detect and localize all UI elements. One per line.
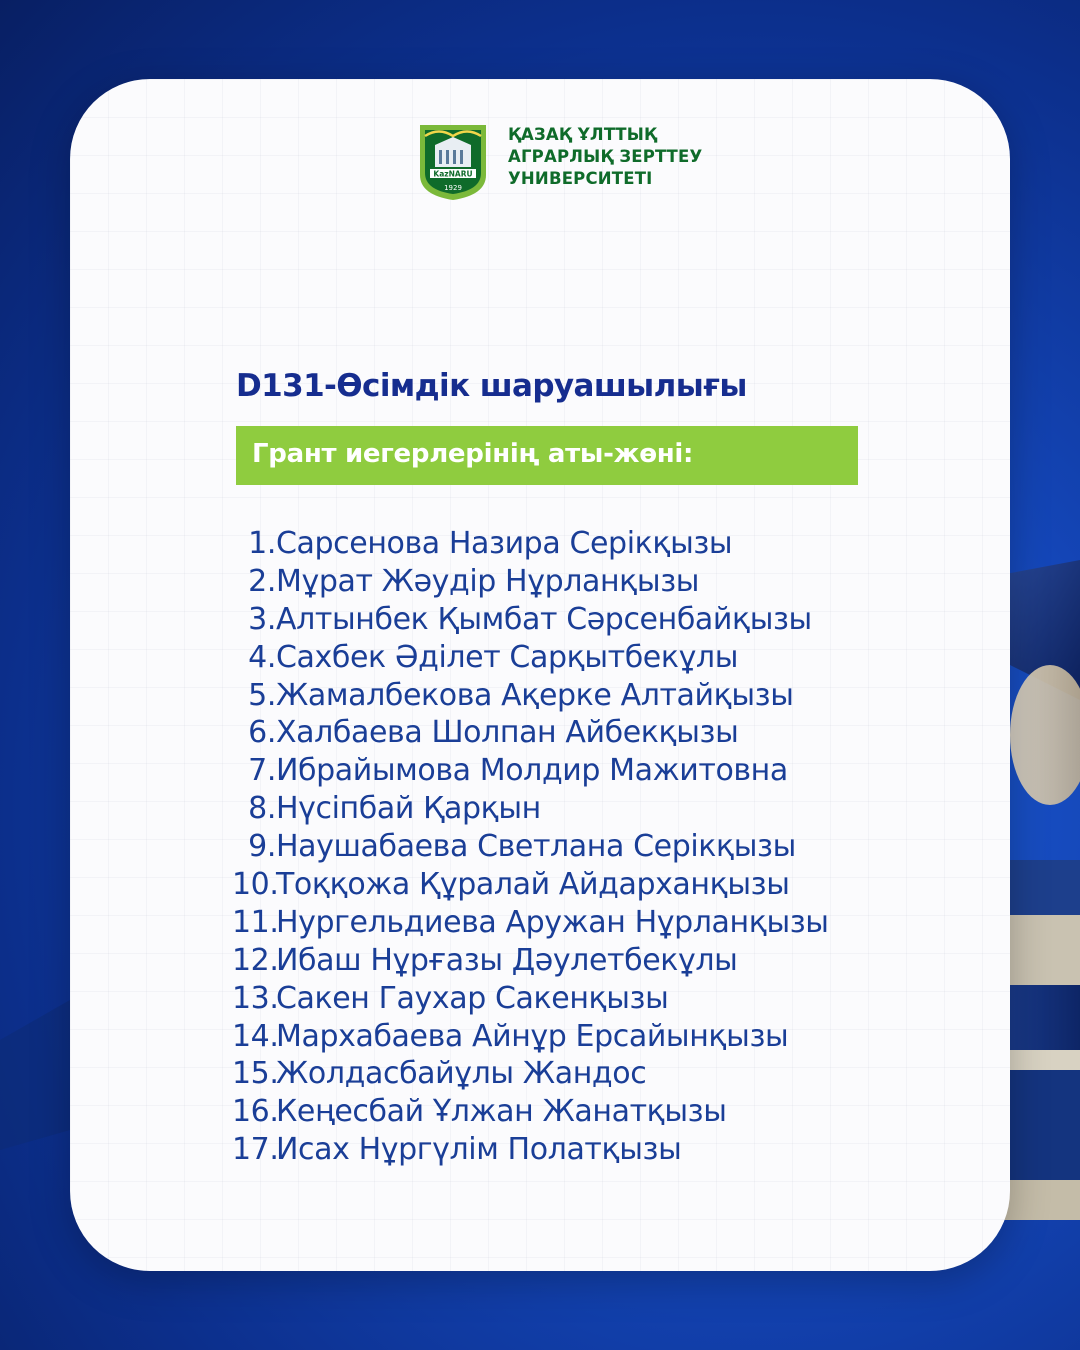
- student-name: Ибрайымова Молдир Мажитовна: [276, 753, 788, 789]
- student-name: Исах Нұргүлім Полатқызы: [276, 1132, 682, 1168]
- student-name: Халбаева Шолпан Айбекқызы: [276, 715, 739, 751]
- student-name: Жолдасбайұлы Жандос: [276, 1056, 647, 1092]
- university-line: ҚАЗАҚ ҰЛТТЫҚ: [508, 125, 658, 144]
- list-item: [232, 677, 829, 715]
- list-item: [232, 1055, 829, 1093]
- list-number: 14.: [232, 1018, 279, 1054]
- student-name: Алтынбек Қымбат Сәрсенбайқызы: [276, 601, 812, 637]
- kaznaru-shield-logo: [418, 123, 488, 201]
- list-number: 16.: [232, 1094, 279, 1130]
- student-name: Нургельдиева Аружан Нұрланқызы: [276, 904, 829, 940]
- list-number: 1.: [248, 526, 276, 561]
- list-item: [232, 866, 829, 904]
- list-item: [232, 1018, 829, 1056]
- list-item: [232, 942, 829, 980]
- list-number: 11.: [232, 904, 279, 940]
- list-number: 15.: [232, 1056, 279, 1092]
- student-name: Ибаш Нұрғазы Дәулетбекұлы: [276, 942, 738, 978]
- list-item: [232, 1093, 829, 1131]
- list-number: 7.: [248, 753, 276, 789]
- list-number: 12.: [232, 942, 279, 978]
- diploma-scroll-icon: [1010, 665, 1080, 805]
- list-item: [232, 752, 829, 790]
- list-item: [232, 525, 829, 563]
- list-item: [232, 601, 829, 639]
- student-name: Тоққожа Құралай Айдарханқызы: [276, 867, 790, 903]
- list-item: [232, 714, 829, 752]
- logo-year: 1929: [444, 184, 462, 192]
- list-number: 10.: [232, 867, 279, 903]
- list-number: 8.: [248, 791, 276, 827]
- grant-heading: Грант иегерлерінің аты-жөні:: [252, 439, 694, 469]
- student-name: Наушабаева Светлана Серікқызы: [276, 829, 796, 865]
- list-number: 6.: [248, 715, 276, 751]
- student-name: Кеңесбай Ұлжан Жанатқызы: [276, 1094, 727, 1130]
- program-title: D131-Өсімдік шаруашылығы: [236, 368, 747, 404]
- student-name: Сарсенова Назира Серікқызы: [276, 526, 733, 561]
- books-icon: [1000, 860, 1080, 915]
- graduation-cap-icon: [1000, 560, 1080, 700]
- list-number: 5.: [248, 677, 276, 713]
- list-item: [232, 1131, 829, 1169]
- list-item: [232, 639, 829, 677]
- list-number: 2.: [248, 563, 276, 599]
- list-number: 13.: [232, 980, 279, 1016]
- student-name: Мұрат Жәудір Нұрланқызы: [276, 563, 700, 599]
- list-number: 3.: [248, 601, 276, 637]
- list-number: 4.: [248, 639, 276, 675]
- student-name: Жамалбекова Ақерке Алтайқызы: [276, 677, 794, 713]
- list-number: 9.: [248, 829, 276, 865]
- university-line: УНИВЕРСИТЕТІ: [508, 169, 653, 188]
- student-name: Сахбек Әділет Сарқытбекұлы: [276, 639, 738, 675]
- logo-abbr: KazNARU: [433, 169, 473, 179]
- list-item: [232, 563, 829, 601]
- university-line: АГРАРЛЫҚ ЗЕРТТЕУ: [508, 147, 703, 166]
- university-name: [508, 124, 702, 190]
- list-item: [232, 790, 829, 828]
- student-name: Нүсіпбай Қарқын: [276, 791, 541, 827]
- grant-heading-banner: [236, 426, 858, 485]
- list-item: [232, 904, 829, 942]
- student-name: Мархабаева Айнұр Ерсайынқызы: [276, 1018, 789, 1054]
- list-item: [232, 980, 829, 1018]
- grant-holders-list: [232, 525, 829, 1169]
- list-number: 17.: [232, 1132, 279, 1168]
- student-name: Сакен Гаухар Сакенқызы: [276, 980, 669, 1016]
- list-item: [232, 828, 829, 866]
